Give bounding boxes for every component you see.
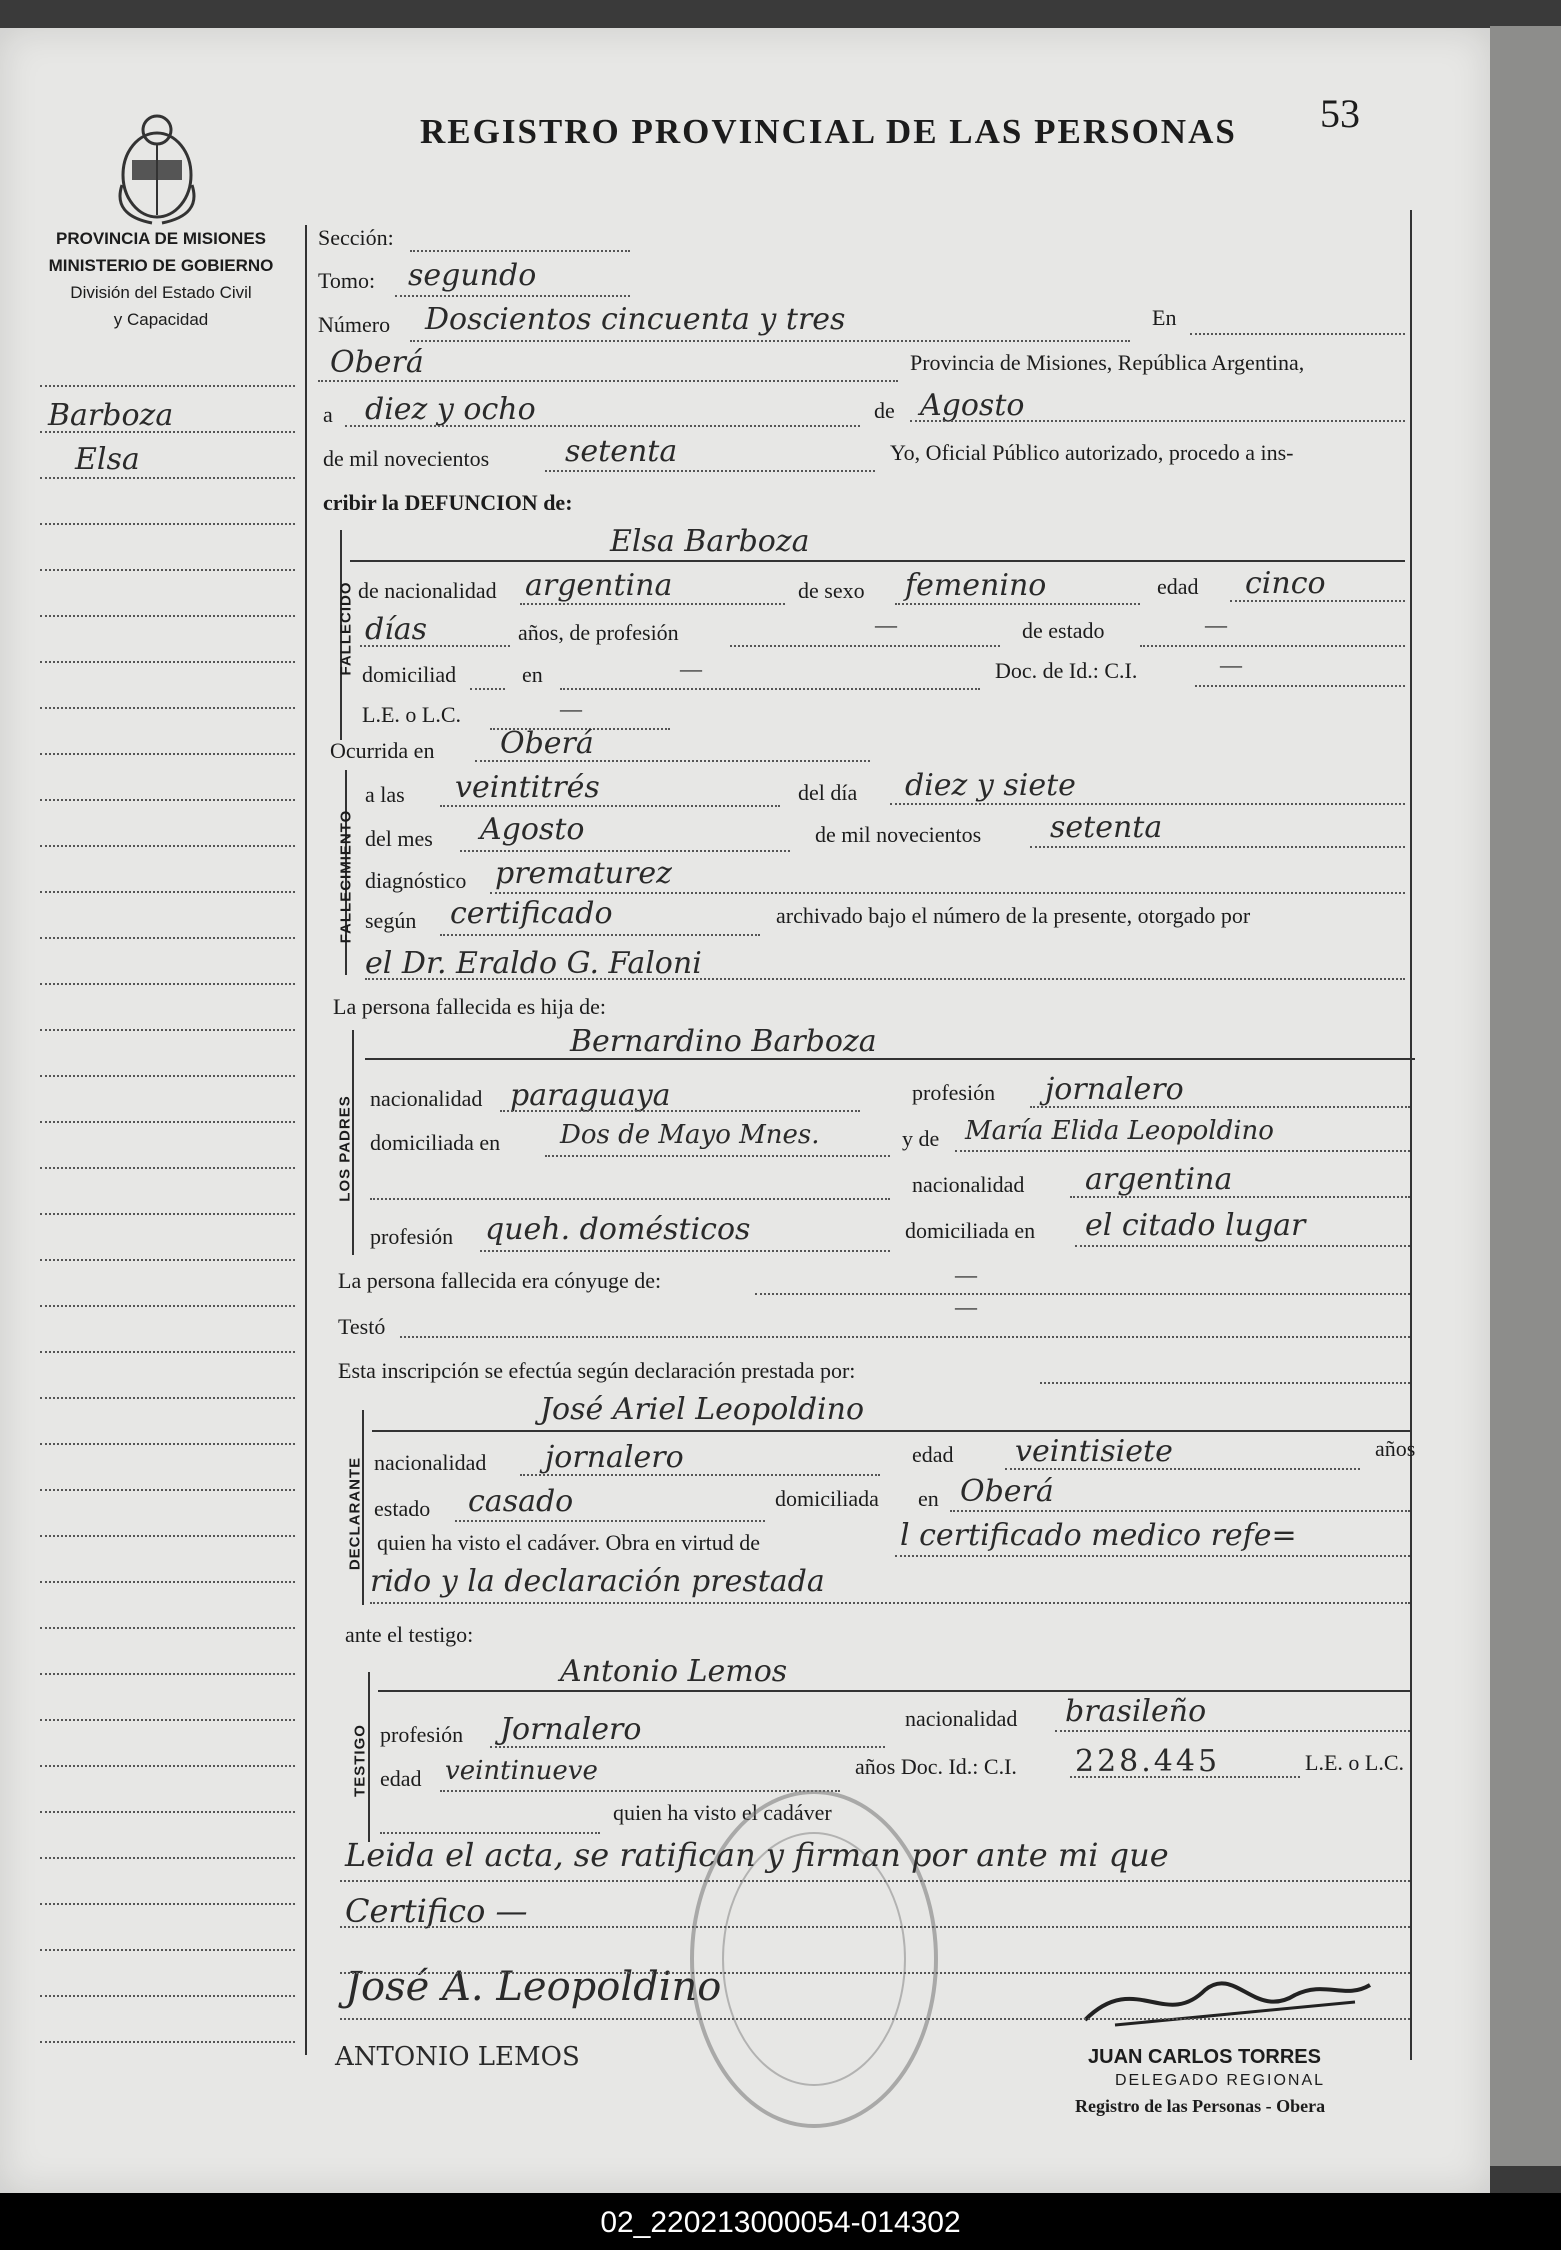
declarante-nombre: José Ariel Leopoldino	[540, 1392, 865, 1427]
de-mil-label: de mil novecientos	[323, 446, 490, 471]
padre-nacionalidad-label: nacionalidad	[370, 1086, 483, 1111]
hija-text: La persona fallecida es hija de:	[333, 994, 607, 1019]
numero-value: Doscientos cincuenta y tres	[425, 302, 846, 337]
padre-profesion-label: profesión	[912, 1080, 996, 1105]
fallecido-le-label: L.E. o L.C.	[362, 702, 461, 727]
cribir-text: cribir la DEFUNCION de:	[323, 490, 573, 515]
declarante-en-label: en	[918, 1486, 939, 1511]
madre-profesion-label: profesión	[370, 1224, 454, 1249]
declarante-virtud-2: rido y la declaración prestada	[370, 1564, 825, 1599]
anio-fallecimiento-value: setenta	[1050, 810, 1163, 845]
declarante-estado: casado	[468, 1484, 574, 1519]
conyuge-label: La persona fallecida era cónyuge de:	[338, 1268, 662, 1293]
margin-rule-line	[40, 1627, 295, 1629]
margin-rule-line	[40, 1213, 295, 1215]
margin-rule-line	[40, 1489, 295, 1491]
margin-rule-line	[40, 1903, 295, 1905]
margin-rule-line	[40, 1305, 295, 1307]
margin-rule-line	[40, 937, 295, 939]
dia-fallecimiento-value: diez y siete	[905, 768, 1076, 803]
madre-domiciliada-label: domiciliada en	[905, 1218, 1036, 1243]
margin-rule-line	[40, 891, 295, 893]
issuer-province: PROVINCIA DE MISIONES	[55, 229, 266, 248]
margin-rule-line	[40, 753, 295, 755]
fallecido-domiciliad-label: domiciliad	[362, 662, 457, 687]
page-title: REGISTRO PROVINCIAL DE LAS PERSONAS	[420, 112, 1237, 151]
testigo-visto-text: quien ha visto el cadáver	[613, 1800, 832, 1825]
fallecido-anos-label: años, de profesión	[518, 620, 679, 645]
fallecido-edad: cinco	[1245, 566, 1326, 601]
declarante-virtud: l certificado medico refe=	[900, 1518, 1297, 1553]
margin-rule-line	[40, 1121, 295, 1123]
fallecimiento-side-label: FALLECIMIENTO	[337, 809, 355, 944]
margin-rule-line	[40, 845, 295, 847]
numero-label: Número	[318, 312, 391, 337]
fallecido-sexo: femenino	[905, 568, 1047, 603]
margin-rule-line	[40, 1857, 295, 1859]
archivado-text: archivado bajo el número de la presente, otorgado por	[776, 903, 1251, 928]
testo-value: —	[955, 1294, 977, 1319]
del-mes-label: del mes	[365, 826, 433, 851]
y-de-label: y de	[902, 1126, 940, 1151]
lugar-value: Oberá	[330, 345, 424, 380]
oficial-cargo: DELEGADO REGIONAL	[1115, 2072, 1326, 2089]
margin-rule-line	[40, 1075, 295, 1077]
padre-profesion: jornalero	[1045, 1072, 1184, 1107]
testigo-edad-label: edad	[380, 1766, 422, 1791]
margin-rule-line	[40, 983, 295, 985]
testigo-profesion-label: profesión	[380, 1722, 464, 1747]
tomo-label: Tomo:	[318, 268, 376, 293]
madre-profesion: queh. domésticos	[485, 1212, 751, 1247]
page-number: 53	[1320, 91, 1360, 136]
testigo-ci: 228.445	[1075, 1744, 1221, 1779]
en-label: En	[1152, 305, 1177, 330]
padre-value: Bernardino Barboza	[570, 1024, 877, 1059]
margin-rule-line	[40, 1259, 295, 1261]
conyuge-value: —	[955, 1262, 977, 1287]
firma-declarante: José A. Leopoldino	[345, 1964, 722, 2010]
fallecido-profesion: —	[875, 612, 897, 637]
testigo-profesion: Jornalero	[500, 1712, 642, 1747]
firma-testigo: ANTONIO LEMOS	[335, 2042, 580, 2072]
ocurrida-value: Oberá	[500, 726, 594, 761]
testigo-edad: veintinueve	[445, 1756, 598, 1786]
coat-of-arms-icon	[112, 105, 202, 225]
padre-domicilio: Dos de Mayo Mnes.	[560, 1120, 820, 1150]
closing-rule-line	[340, 1926, 1410, 1928]
margin-rule-line	[40, 661, 295, 663]
cierre-linea-1: Leida el acta, se ratifican y firman por ante mi que	[345, 1836, 1169, 1874]
del-dia-label: del día	[798, 780, 858, 805]
margin-rule-line	[40, 385, 295, 387]
madre-nacionalidad-label: nacionalidad	[912, 1172, 1025, 1197]
declarante-side-label: DECLARANTE	[346, 1456, 364, 1571]
margin-rule-line	[40, 1167, 295, 1169]
oficial-text: Yo, Oficial Público autorizado, procedo a ins-	[890, 440, 1294, 465]
declarante-estado-label: estado	[374, 1496, 431, 1521]
left-rule	[305, 225, 307, 2055]
dia-value: diez y ocho	[365, 392, 536, 427]
testo-label: Testó	[338, 1314, 386, 1339]
margin-rule-line	[40, 1351, 295, 1353]
oficial-registro: Registro de las Personas - Obera	[1075, 2096, 1326, 2116]
fallecido-doc-label: Doc. de Id.: C.I.	[995, 658, 1138, 683]
segun-label: según	[365, 908, 417, 933]
issuer-division: División del Estado Civil	[70, 283, 252, 302]
mes-fallecimiento-value: Agosto	[480, 812, 585, 847]
tomo-value: segundo	[408, 258, 537, 293]
margin-rule-line	[40, 1443, 295, 1445]
fallecido-nombre: Elsa Barboza	[610, 524, 810, 559]
margin-rule-line	[40, 615, 295, 617]
mes-value: Agosto	[920, 388, 1025, 423]
declarante-edad-label: edad	[912, 1442, 954, 1467]
fallecido-edad-label: edad	[1157, 574, 1199, 599]
oficial-nombre: JUAN CARLOS TORRES	[1088, 2046, 1321, 2068]
declarante-nacionalidad: jornalero	[545, 1440, 684, 1475]
margin-rule-line	[40, 1397, 295, 1399]
cierre-linea-2: Certifico —	[345, 1892, 528, 1930]
testigo-anos-doc-label: años Doc. Id.: C.I.	[855, 1754, 1017, 1779]
fallecido-nacionalidad-label: de nacionalidad	[358, 578, 497, 603]
fallecido-estado-label: de estado	[1022, 618, 1105, 643]
margin-surname: Barboza	[48, 398, 174, 433]
issuer-ministry: MINISTERIO DE GOBIERNO	[48, 256, 274, 275]
margin-rule-line	[40, 799, 295, 801]
hora-value: veintitrés	[455, 770, 600, 805]
testigo-nombre: Antonio Lemos	[560, 1654, 788, 1689]
fallecido-side-label: FALLECIDO	[337, 581, 355, 676]
margin-rule-line	[40, 1765, 295, 1767]
declaracion-text: Esta inscripción se efectúa según declaración prestada por:	[338, 1358, 856, 1383]
margin-rule-line	[40, 1535, 295, 1537]
fallecido-nacionalidad: argentina	[525, 568, 673, 603]
issuer-block	[22, 225, 300, 333]
closing-rule-line	[340, 2018, 1410, 2020]
margin-rule-line	[40, 1673, 295, 1675]
ocurrida-label: Ocurrida en	[330, 738, 435, 763]
declarante-anos-label: años	[1375, 1436, 1416, 1461]
provincia-text: Provincia de Misiones, República Argentina,	[910, 350, 1305, 375]
fallecido-le: —	[560, 696, 582, 721]
segun-value: certificado	[450, 896, 613, 931]
medico-value: el Dr. Eraldo G. Faloni	[365, 946, 702, 981]
fallecido-doc: —	[1220, 652, 1242, 677]
margin-rule-line	[40, 1949, 295, 1951]
testigo-le-label: L.E. o L.C.	[1305, 1750, 1404, 1775]
declarante-domicilio: Oberá	[960, 1474, 1054, 1509]
fallecido-en-label: en	[522, 662, 543, 687]
fallecido-estado: —	[1205, 612, 1227, 637]
seccion-label: Sección:	[318, 225, 394, 250]
margin-rule-line	[40, 1719, 295, 1721]
testigo-nacionalidad: brasileño	[1065, 1694, 1207, 1729]
padre-nacionalidad: paraguaya	[510, 1078, 671, 1113]
fallecido-domicilio: —	[680, 656, 702, 681]
declarante-nacionalidad-label: nacionalidad	[374, 1450, 487, 1475]
testigo-side-label: TESTIGO	[351, 1724, 369, 1797]
fallecido-dias: días	[365, 612, 428, 647]
closing-rule-line	[340, 1880, 1410, 1882]
margin-rule-line	[40, 1811, 295, 1813]
de-label: de	[874, 398, 895, 423]
anio-value: setenta	[565, 434, 678, 469]
margin-given-name: Elsa	[75, 442, 140, 477]
ante-text: ante el testigo:	[345, 1622, 474, 1647]
fallecido-sexo-label: de sexo	[798, 578, 865, 603]
declarante-domiciliada-label: domiciliada	[775, 1486, 879, 1511]
madre-domicilio: el citado lugar	[1085, 1208, 1306, 1243]
de-mil-fallecimiento-label: de mil novecientos	[815, 822, 982, 847]
margin-rule-line	[40, 707, 295, 709]
testigo-nacionalidad-label: nacionalidad	[905, 1706, 1018, 1731]
madre-nacionalidad: argentina	[1085, 1162, 1233, 1197]
margin-rule-line	[40, 477, 295, 479]
issuer-capacity: y Capacidad	[113, 310, 209, 329]
diagnostico-value: prematurez	[495, 856, 672, 891]
declarante-visto-text: quien ha visto el cadáver. Obra en virtud de	[377, 1530, 761, 1555]
margin-rule-line	[40, 569, 295, 571]
madre-value: María Elida Leopoldino	[965, 1116, 1274, 1146]
margin-rule-line	[40, 523, 295, 525]
padres-side-label: LOS PADRES	[336, 1095, 354, 1202]
a-label: a	[323, 402, 333, 427]
image-id: 02_220213000054-014302	[600, 2206, 961, 2239]
closing-rule-line	[340, 1972, 1410, 1974]
margin-rule-line	[40, 1581, 295, 1583]
margin-rule-line	[40, 1029, 295, 1031]
diagnostico-label: diagnóstico	[365, 868, 467, 893]
right-rule	[1410, 210, 1412, 2060]
margin-rule-line	[40, 2041, 295, 2043]
a-las-label: a las	[365, 782, 405, 807]
declarante-edad: veintisiete	[1015, 1434, 1173, 1469]
margin-rule-line	[40, 1995, 295, 1997]
book-edge	[1490, 26, 1561, 2166]
padre-domiciliada-label: domiciliada en	[370, 1130, 501, 1155]
